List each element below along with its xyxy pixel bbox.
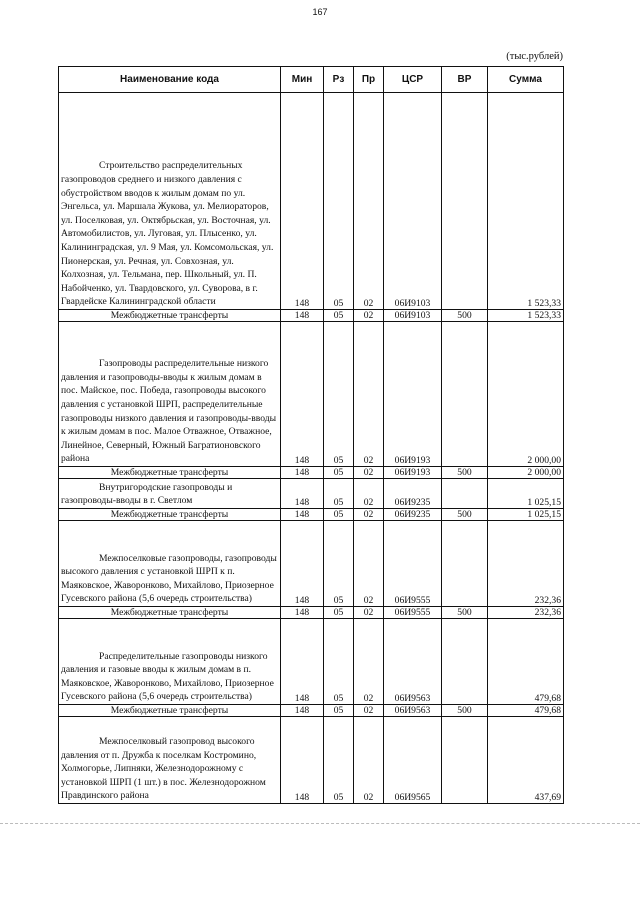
- header-sum: Сумма: [488, 67, 564, 93]
- row-vr: [442, 717, 488, 804]
- row-vr: [442, 521, 488, 607]
- row-name: Газопроводы распределительные низкого давления и газопроводы-вводы к жилым домам в пос. Майское, пос. Победа, газопроводы высокого давления с установкой ШРП, распределительные газопроводы низкого давления и газопроводы-вводы к жилым домам в пос. Малое Отважное, Отважное, Линейное, Северный, Южный Багратионовского района: [59, 322, 281, 467]
- row-min: 148: [281, 509, 324, 521]
- table-row: [59, 717, 564, 804]
- row-name: Межбюджетные трансферты: [59, 509, 281, 521]
- table-row: [59, 619, 564, 705]
- row-name: Межпоселковый газопровод высокого давления от п. Дружба к поселкам Костромино, Холмогорье, Липняки, Железнодорожному с установкой ШРП (1 шт.) в пос. Железнодорожном Правдинского района: [59, 717, 281, 804]
- table-row: [59, 467, 564, 479]
- row-min: 148: [281, 93, 324, 310]
- row-vr: [442, 322, 488, 467]
- row-sum: 479,68: [488, 705, 564, 717]
- row-vr: 500: [442, 310, 488, 322]
- row-rz: 05: [324, 322, 354, 467]
- row-sum: 479,68: [488, 619, 564, 705]
- row-rz: 05: [324, 509, 354, 521]
- row-pr: 02: [354, 521, 384, 607]
- table-row: [59, 705, 564, 717]
- row-sum: 232,36: [488, 607, 564, 619]
- row-pr: 02: [354, 479, 384, 509]
- header-rz: Рз: [324, 67, 354, 93]
- row-rz: 05: [324, 467, 354, 479]
- row-rz: 05: [324, 310, 354, 322]
- row-min: 148: [281, 705, 324, 717]
- budget-table: [58, 66, 564, 804]
- row-pr: 02: [354, 93, 384, 310]
- table-row: [59, 310, 564, 322]
- row-pr: 02: [354, 322, 384, 467]
- row-csr: 06И9193: [384, 467, 442, 479]
- row-sum: 2 000,00: [488, 467, 564, 479]
- row-csr: 06И9235: [384, 479, 442, 509]
- table-row: [59, 322, 564, 467]
- row-rz: 05: [324, 717, 354, 804]
- row-csr: 06И9563: [384, 705, 442, 717]
- row-pr: 02: [354, 705, 384, 717]
- row-min: 148: [281, 521, 324, 607]
- header-csr: ЦСР: [384, 67, 442, 93]
- row-csr: 06И9563: [384, 619, 442, 705]
- row-rz: 05: [324, 93, 354, 310]
- row-name: Строительство распределительных газопроводов среднего и низкого давления с обустройством вводов к жилым домам по ул. Энгельса, ул. Маршала Жукова, ул. Мелиораторов, ул. Поселковая, ул. Октябрьская, ул. Восточная, ул. Автомобилистов, ул. Луговая, ул. Плысенко, ул. Калининградская, ул. 9 Мая, ул. Комсомольская, ул. Пионерская, ул. Речная, ул. Совхозная, ул. Колхозная, ул. Тельмана, пер. Школьный, ул. П. Набойченко, ул. Твардовского, ул. Суворова, в г. Гвардейске Калининградской области: [59, 93, 281, 310]
- row-min: 148: [281, 717, 324, 804]
- row-csr: 06И9555: [384, 607, 442, 619]
- table-row: [59, 509, 564, 521]
- row-name: Внутригородские газопроводы и газопроводы-вводы в г. Светлом: [59, 479, 281, 509]
- row-pr: 02: [354, 310, 384, 322]
- row-sum: 1 025,15: [488, 509, 564, 521]
- row-vr: [442, 619, 488, 705]
- row-rz: 05: [324, 619, 354, 705]
- row-sum: 2 000,00: [488, 322, 564, 467]
- row-sum: 1 025,15: [488, 479, 564, 509]
- row-csr: 06И9565: [384, 717, 442, 804]
- page-number: 167: [312, 7, 328, 17]
- header-min: Мин: [281, 67, 324, 93]
- row-name: Межбюджетные трансферты: [59, 310, 281, 322]
- row-sum: 1 523,33: [488, 310, 564, 322]
- row-rz: 05: [324, 521, 354, 607]
- row-min: 148: [281, 479, 324, 509]
- row-csr: 06И9103: [384, 310, 442, 322]
- row-name: Межпоселковые газопроводы, газопроводы высокого давления с установкой ШРП к п. Маяковское, Жаворонково, Михайлово, Приозерное Гусевского района (5,6 очередь строительства): [59, 521, 281, 607]
- row-name: Распределительные газопроводы низкого давления и газовые вводы к жилым домам в п. Маяковское, Жаворонково, Михайлово, Приозерное Гусевского района (5,6 очередь строительства): [59, 619, 281, 705]
- units-label: (тыс.рублей): [506, 51, 563, 62]
- row-vr: [442, 479, 488, 509]
- row-pr: 02: [354, 467, 384, 479]
- row-min: 148: [281, 619, 324, 705]
- table-row: [59, 521, 564, 607]
- row-name: Межбюджетные трансферты: [59, 607, 281, 619]
- row-vr: [442, 93, 488, 310]
- row-pr: 02: [354, 607, 384, 619]
- row-vr: 500: [442, 705, 488, 717]
- row-min: 148: [281, 467, 324, 479]
- header-row: [59, 67, 564, 93]
- row-pr: 02: [354, 717, 384, 804]
- row-min: 148: [281, 310, 324, 322]
- row-name: Межбюджетные трансферты: [59, 705, 281, 717]
- table-row: [59, 93, 564, 310]
- row-rz: 05: [324, 705, 354, 717]
- table-row: [59, 607, 564, 619]
- row-csr: 06И9235: [384, 509, 442, 521]
- row-name: Межбюджетные трансферты: [59, 467, 281, 479]
- row-pr: 02: [354, 509, 384, 521]
- row-vr: 500: [442, 467, 488, 479]
- table-row: [59, 479, 564, 509]
- row-rz: 05: [324, 607, 354, 619]
- row-sum: 232,36: [488, 521, 564, 607]
- row-sum: 437,69: [488, 717, 564, 804]
- row-csr: 06И9103: [384, 93, 442, 310]
- row-pr: 02: [354, 619, 384, 705]
- header-vr: ВР: [442, 67, 488, 93]
- page-cut-line: [0, 823, 640, 824]
- header-pr: Пр: [354, 67, 384, 93]
- row-sum: 1 523,33: [488, 93, 564, 310]
- row-vr: 500: [442, 607, 488, 619]
- row-vr: 500: [442, 509, 488, 521]
- row-csr: 06И9555: [384, 521, 442, 607]
- header-name: Наименование кода: [59, 67, 281, 93]
- row-rz: 05: [324, 479, 354, 509]
- row-min: 148: [281, 322, 324, 467]
- row-min: 148: [281, 607, 324, 619]
- row-csr: 06И9193: [384, 322, 442, 467]
